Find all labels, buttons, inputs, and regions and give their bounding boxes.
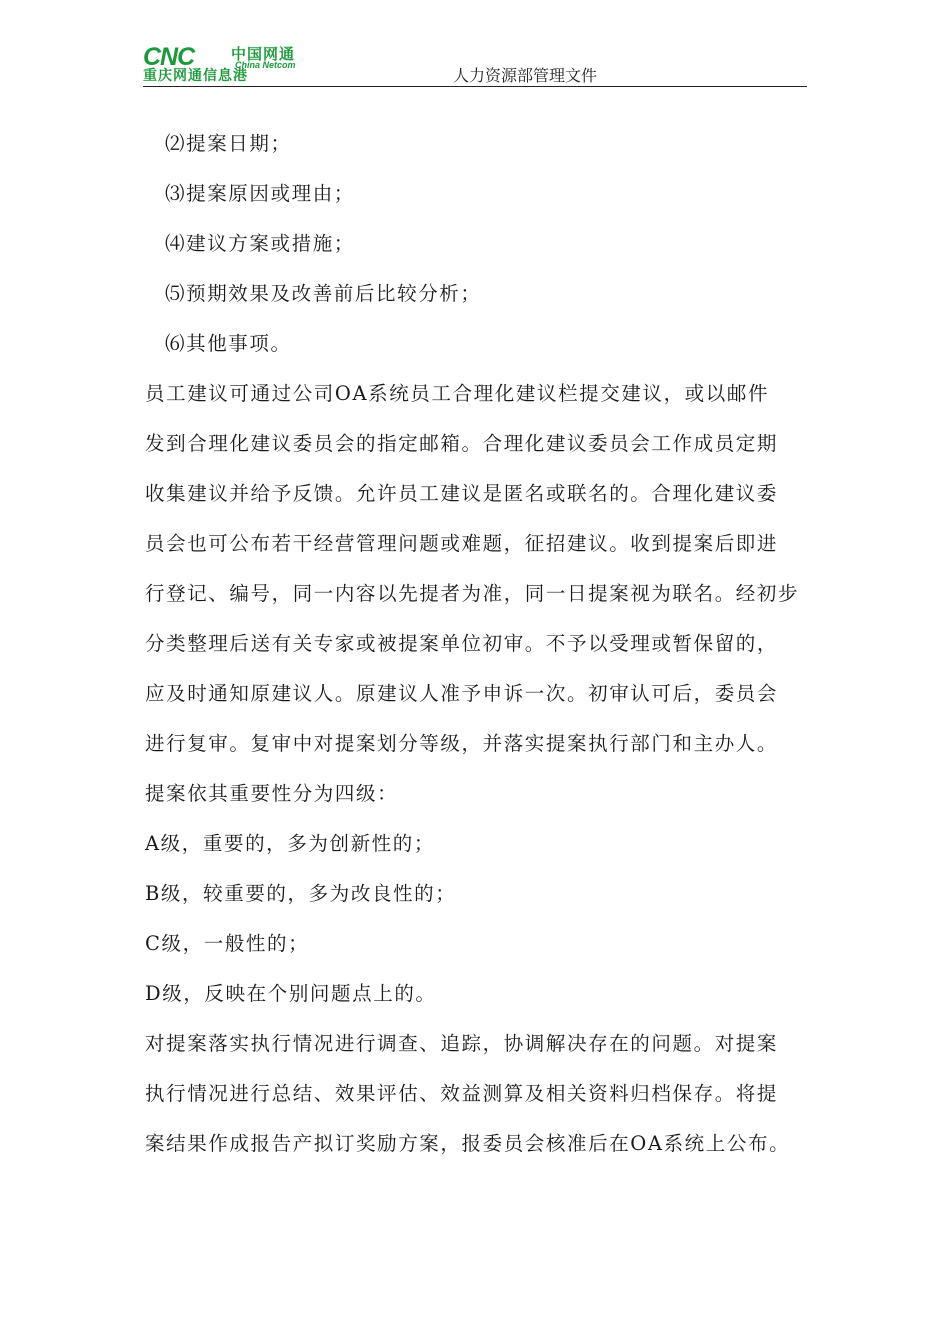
paragraph-line: 案结果作成报告产拟订奖励方案，报委员会核准后在OA系统上公布。 (145, 1132, 791, 1155)
logo-chinese-name: 中国网通 (231, 45, 296, 63)
paragraph-line: 分类整理后送有关专家或被提案单位初审。不予以受理或暂保留的， (145, 632, 779, 655)
logo-english-name: China Netcom (235, 60, 296, 70)
paragraph-line: 进行复审。复审中对提案划分等级，并落实提案执行部门和主办人。 (145, 732, 779, 755)
paragraph-line: 行登记、编号，同一内容以先提者为准，同一日提案视为联名。经初步 (145, 582, 800, 605)
paragraph-line: 对提案落实执行情况进行调查、追踪，协调解决存在的问题。对提案 (145, 1032, 779, 1055)
paragraph-line: 提案依其重要性分为四级： (145, 782, 399, 805)
list-item: ⑹其他事项。 (165, 332, 292, 355)
grade-item: C级，一般性的； (145, 932, 310, 955)
paragraph-line: 执行情况进行总结、效果评估、效益测算及相关资料归档保存。将提 (145, 1082, 779, 1105)
page-header (143, 43, 807, 88)
grade-item: B级，较重要的，多为改良性的； (145, 882, 457, 905)
list-item: ⑵提案日期； (165, 132, 292, 155)
paragraph-line: 应及时通知原建议人。原建议人准予申诉一次。初审认可后，委员会 (145, 682, 779, 705)
paragraph-line: 收集建议并给予反馈。允许员工建议是匿名或联名的。合理化建议委 (145, 482, 779, 505)
logo-cnc-text: CNC (143, 43, 195, 71)
header-divider (143, 86, 807, 87)
grade-item: A级，重要的，多为创新性的； (145, 832, 435, 855)
paragraph-line: 员会也可公布若干经营管理问题或难题，征招建议。收到提案后即进 (145, 532, 779, 555)
paragraph-line: 发到合理化建议委员会的指定邮箱。合理化建议委员会工作成员定期 (145, 432, 779, 455)
logo-subtitle: 重庆网通信息港 (143, 68, 248, 84)
list-item: ⑸预期效果及改善前后比较分析； (165, 282, 482, 305)
list-item: ⑶提案原因或理由； (165, 182, 355, 205)
list-item: ⑷建议方案或措施； (165, 232, 355, 255)
paragraph-line: 员工建议可通过公司OA系统员工合理化建议栏提交建议，或以邮件 (145, 382, 770, 405)
header-title: 人力资源部管理文件 (453, 66, 598, 85)
grade-item: D级，反映在个别问题点上的。 (145, 982, 437, 1005)
cnc-logo (143, 43, 333, 84)
